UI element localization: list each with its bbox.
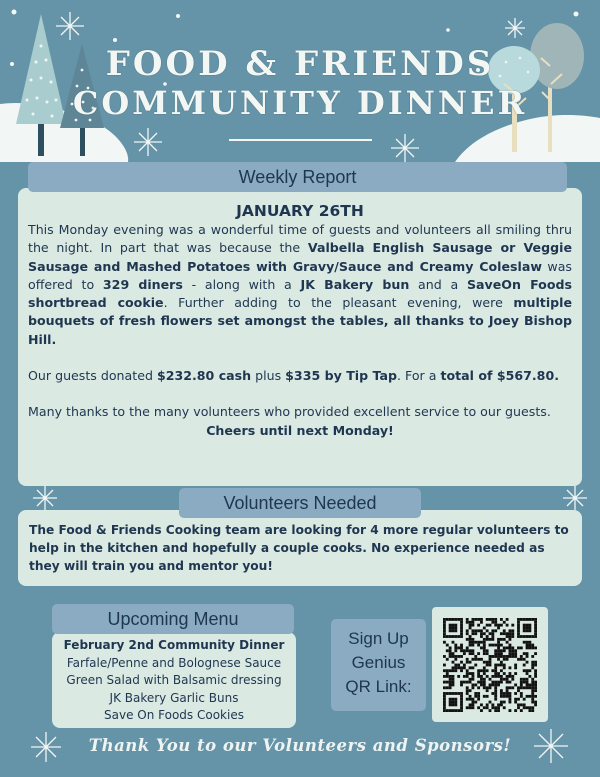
total-amount: total of $567.80. xyxy=(440,368,559,384)
tiptap-amount: $335 by Tip Tap xyxy=(285,368,398,384)
menu-item: Save On Foods Cookies xyxy=(104,708,244,722)
cash-amount: $232.80 cash xyxy=(156,368,252,384)
signup-line: Sign Up xyxy=(348,629,409,648)
menu-highlight: Valbella English Sausage or Veggie Sausage and Mashed Potatoes with Gravy/Sauce and Creamy Coleslaw xyxy=(28,240,572,274)
snow-drift-right xyxy=(455,115,600,162)
upcoming-menu-heading: Upcoming Menu xyxy=(52,604,294,634)
footer-thanks: Thank You to our Volunteers and Sponsors! xyxy=(88,736,512,755)
menu-item: Green Salad with Balsamic dressing xyxy=(66,673,282,687)
flowers-highlight: multiple bouquets of fresh flowers set amongst the tables, all thanks to Joey Bishop Hill. xyxy=(28,295,573,347)
page-title-line2: COMMUNITY DINNER xyxy=(72,84,528,122)
page-title-line1: FOOD & FRIENDS xyxy=(105,44,495,84)
title-divider xyxy=(229,139,372,141)
report-text: and a xyxy=(409,276,467,292)
volunteers-heading: Volunteers Needed xyxy=(179,488,421,518)
report-text: plus xyxy=(251,368,286,384)
cookie-highlight: SaveOn Foods shortbread cookie xyxy=(28,276,572,311)
weekly-report-card xyxy=(18,188,582,486)
report-date: JANUARY 26TH xyxy=(236,202,364,220)
report-text: . For a xyxy=(397,368,441,384)
menu-item: JK Bakery Garlic Buns xyxy=(109,690,239,705)
volunteers-card xyxy=(18,510,582,586)
upcoming-menu-card xyxy=(52,632,296,728)
volunteers-text: The Food & Friends Cooking team are looking for 4 more regular volunteers to help in the kitchen and hopefully a couple cooks. No experience needed as they will train you and mentor you! xyxy=(29,523,569,573)
report-text: This Monday evening was a wonderful time of guests and volunteers all smiling thru the night. In part that was because the xyxy=(28,222,572,256)
signup-label-box xyxy=(331,619,426,711)
report-signoff: Cheers until next Monday! xyxy=(206,422,394,438)
bakery-highlight: JK Bakery bun xyxy=(300,276,410,292)
weekly-report-heading: Weekly Report xyxy=(28,162,567,192)
diner-count: 329 diners xyxy=(102,276,183,292)
menu-heading: February 2nd Community Dinner xyxy=(63,638,285,652)
report-paragraph-2 xyxy=(28,367,572,385)
report-text: Our guests donated xyxy=(28,368,157,384)
signup-line: Genius xyxy=(351,653,406,672)
qr-code-icon[interactable] xyxy=(443,618,537,712)
report-text: - along with a xyxy=(182,276,301,292)
report-paragraph-3: Many thanks to the many volunteers who provided excellent service to our guests. xyxy=(28,404,551,420)
signup-line: QR Link: xyxy=(345,677,412,696)
report-text: was offered to xyxy=(28,258,572,292)
qr-code-card[interactable] xyxy=(432,607,548,722)
report-body xyxy=(28,221,572,440)
report-text: . Further adding to the pleasant evening, were xyxy=(163,295,514,311)
report-paragraph-1 xyxy=(28,221,572,349)
menu-item: Farfale/Penne and Bolognese Sauce xyxy=(66,655,282,670)
